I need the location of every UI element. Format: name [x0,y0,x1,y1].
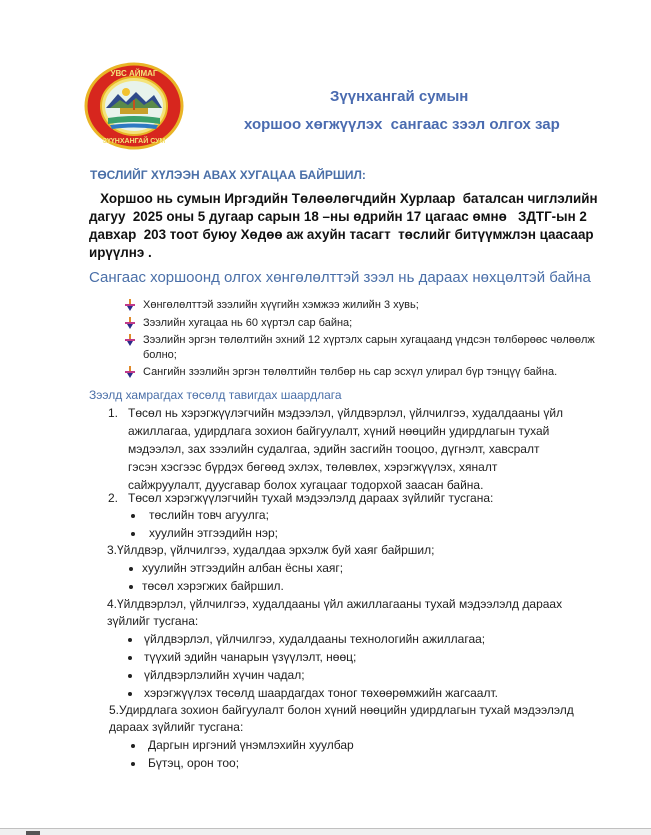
conditions-list [125,298,605,383]
down-arrow-bullet-icon [125,366,135,378]
deadline-text: Хоршоо нь сумын Иргэдийн Төлөөлөгчдийн Хурлаар баталсан чиглэлийн дагуу 2025 оны 5 дугаар сарын 18 –ны өдрийн 17 цагаас өмнө ЗДТГ-ын 2 давхар 203 тоот буюу Хөдөө аж ахуйн тасагт төслийг битүүмжлэн цаасаар ирүүлнэ . [89,191,602,260]
svg-text:ЗҮҮНХАНГАЙ СУМ: ЗҮҮНХАНГАЙ СУМ [102,138,166,145]
deadline-heading: ТӨСЛИЙГ ХҮЛЭЭН АВАХ ХУГАЦАА БАЙРШИЛ: [90,168,366,182]
list-item: Сангийн зээлийн эргэн төлөлтийн төлбөр нь сар эсхүл улирал бүр тэнцүү байна. [125,365,605,380]
list-item: Хөнгөлөлттэй зээлийн хүүгийн хэмжээ жилийн 3 хувь; [125,298,605,313]
bullet-icon [129,567,133,571]
down-arrow-bullet-icon [125,317,135,329]
title-line-2: хоршоо хөгжүүлэх сангаас зээл олгох зар [244,116,560,133]
bullet-icon [128,656,132,660]
list-item: Зээлийн хугацаа нь 60 хүртэл сар байна; [125,316,605,331]
bullet-icon [128,692,132,696]
bullet-icon [131,762,135,766]
bullet-icon [128,638,132,642]
bullet-icon [131,744,135,748]
bullet-icon [129,585,133,589]
title-line-1: Зүүнхангай сумын [330,88,469,105]
list-item: Зээлийн эргэн төлөлтийн эхний 12 хүртэлх сарын хугацаанд үндсэн төлбөрөөс чөлөөлж болно; [125,333,605,362]
down-arrow-bullet-icon [125,299,135,311]
down-arrow-bullet-icon [125,334,135,346]
requirements-heading: Зээлд хамрагдах төсөлд тавигдах шаардлага [89,388,342,402]
bullet-icon [128,674,132,678]
document-page: УВС АЙМАГ ЗҮҮНХАНГАЙ СУМ Зүүнхангай сумын хоршоо хөгжүүлэх сангаас зээл олгох зар ТӨСЛИЙГ ХҮЛЭЭН АВАХ ХУГАЦАА БАЙРШИЛ: Хоршоо нь сумын Иргэдийн Төлөөлөгчдийн Хурлаар баталсан чиглэлийн дагуу 2025 оны 5 дугаар сарын 18 –ны өдрийн 17 цагаас өмнө ЗДТГ-ын 2 давхар 203 тоот буюу Хөдөө аж ахуйн тасагт төслийг битүүмжлэн цаасаар ирүүлнэ . Сангаас хоршоонд олгох хөнгөлөлттэй зээл нь дараах нөхцөлтэй байна Хөнгөлөлттэй зээлийн хүүгийн хэмжээ жилийн 3 хувь; Зээлийн хугацаа нь 60 хүртэл сар байна; Зээлийн эргэн төлөлтийн эхний 12 хүртэлх сарын хугацаанд үндсэн төлбөрөөс чөлөөлж болно; Сангийн зээлийн эргэн төлөлтийн төлбөр нь сар эсхүл улирал бүр тэнцүү байна. Зээлд хамрагдах төсөлд тавигдах шаардлага 1. Төсөл нь хэрэгжүүлэгчийн мэдээлэл, үйлдвэрлэл, үйлчилгээ, худалдааны үйл ажиллагаа, удирдлага зохион байгуулалт, хүний нөөцийн удирдлагын тухай мэдээлэл, зах зээлийн судалгаа, эдийн засгийн тооцоо, дүгнэлт, хавсралт гэсэн хэсгээс бүрдэх бөгөөд эхлэх, төлөвлөх, хэрэгжүүлэх, хяналт сайжруулалт, дуусгавар болох хугацааг тодорхой заасан байна. 2. Төсөл хэрэгжүүлэгчийн тухай мэдээлэлд дараах зүйлийг тусгана: төслийн товч агуулга; хуулийн этгээдийн нэр; 3.Үйлдвэр, үйлчилгээ, худалдаа эрхэлж буй хаяг байршил; хуулийн этгээдийн албан ёсны хаяг; төсөл хэрэгжих байршил. 4.Үйлдвэрлэл, үйлчилгээ, худалдааны үйл ажиллагааны тухай мэдээлэлд дараах зүйлийг тусгана: үйлдвэрлэл, үйлчилгээ, худалдааны технологийн ажиллагаа; түүхий эдийн чанарын үзүүлэлт, нөөц; үйлдвэрлэлийн хүчин чадал; хэрэгжүүлэх төсөлд шаардагдах тоног төхөөрөмжийн жагсаалт. 5.Удирдлага зохион байгуулалт болон хүний нөөцийн удирдлагын тухай мэдээлэлд дараах зүйлийг тусгана: Даргын иргэний үнэмлэхийн хуулбар Бүтэц, орон тоо; [0,0,651,828]
emblem-icon [84,62,184,150]
svg-text:УВС АЙМАГ: УВС АЙМАГ [110,69,158,78]
bullet-icon [131,532,135,536]
footer-mark-icon [26,831,40,835]
conditions-heading: Сангаас хоршоонд олгох хөнгөлөлттэй зээл нь дараах нөхцөлтэй байна [89,269,591,286]
bullet-icon [131,514,135,518]
